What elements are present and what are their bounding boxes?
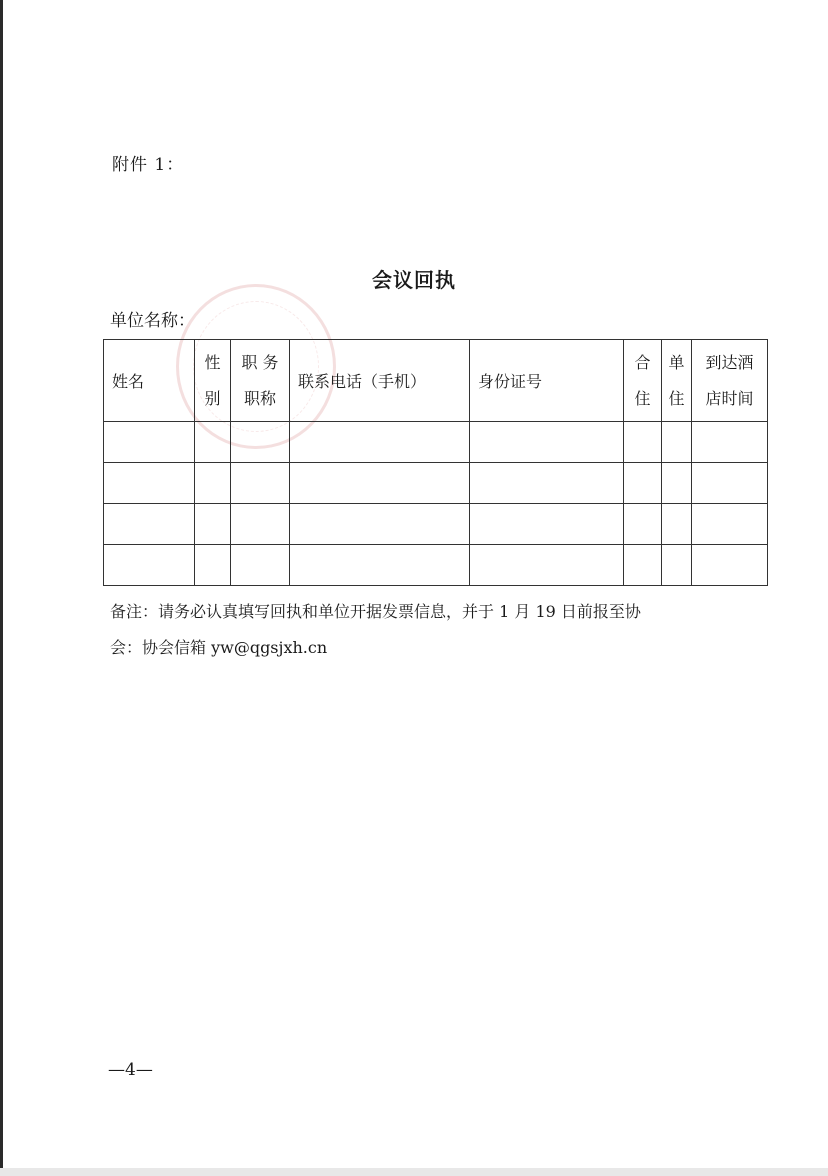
table-cell[interactable] xyxy=(470,422,624,463)
table-cell[interactable] xyxy=(692,463,768,504)
table-cell[interactable] xyxy=(195,463,231,504)
table-header-row xyxy=(104,340,768,422)
table-row xyxy=(104,504,768,545)
table-cell[interactable] xyxy=(195,422,231,463)
header-position xyxy=(231,340,290,422)
table-row xyxy=(104,545,768,586)
table-cell[interactable] xyxy=(290,422,470,463)
note-line-2: 会：协会信箱 yw@qgsjxh.cn xyxy=(110,638,328,657)
table-cell[interactable] xyxy=(231,504,290,545)
page-title: 会议回执 xyxy=(372,268,456,292)
header-gender-line1: 性 xyxy=(204,352,221,372)
unit-name-label: 单位名称： xyxy=(110,311,195,331)
table-cell[interactable] xyxy=(662,422,692,463)
header-id-number: 身份证号 xyxy=(470,340,624,422)
attachment-label: 附件 1： xyxy=(112,155,185,175)
table-cell[interactable] xyxy=(231,422,290,463)
table-cell[interactable] xyxy=(624,504,662,545)
table-cell[interactable] xyxy=(470,545,624,586)
header-single-room-line2: 住 xyxy=(668,388,685,408)
header-position-line2: 职称 xyxy=(243,388,276,408)
table-cell[interactable] xyxy=(470,504,624,545)
table-cell[interactable] xyxy=(470,463,624,504)
table-row xyxy=(104,422,768,463)
table-cell[interactable] xyxy=(662,504,692,545)
note-line-1: 备注：请务必认真填写回执和单位开据发票信息，并于 1 月 19 日前报至协 xyxy=(110,602,641,621)
header-arrival-time xyxy=(692,340,768,422)
table-cell[interactable] xyxy=(290,463,470,504)
table-cell[interactable] xyxy=(624,463,662,504)
table-cell[interactable] xyxy=(104,422,195,463)
receipt-table xyxy=(103,339,768,586)
header-single-room-line1: 单 xyxy=(668,352,685,372)
header-shared-room xyxy=(624,340,662,422)
page-bottom-edge xyxy=(0,1168,828,1176)
table-cell[interactable] xyxy=(624,545,662,586)
table-cell[interactable] xyxy=(662,545,692,586)
table-cell[interactable] xyxy=(231,545,290,586)
table-cell[interactable] xyxy=(692,422,768,463)
note-text xyxy=(110,594,750,666)
table-cell[interactable] xyxy=(692,504,768,545)
table-cell[interactable] xyxy=(662,463,692,504)
header-gender-line2: 别 xyxy=(204,388,221,408)
header-name: 姓名 xyxy=(104,340,195,422)
header-shared-room-line2: 住 xyxy=(634,388,651,408)
table-cell[interactable] xyxy=(104,504,195,545)
header-gender xyxy=(195,340,231,422)
table-cell[interactable] xyxy=(104,545,195,586)
table-cell[interactable] xyxy=(624,422,662,463)
header-arrival-line1: 到达酒 xyxy=(705,352,754,372)
table-cell[interactable] xyxy=(231,463,290,504)
page-edge xyxy=(0,0,3,1176)
table-cell[interactable] xyxy=(692,545,768,586)
table-cell[interactable] xyxy=(290,545,470,586)
table-cell[interactable] xyxy=(104,463,195,504)
table-cell[interactable] xyxy=(195,545,231,586)
header-single-room xyxy=(662,340,692,422)
table-cell[interactable] xyxy=(195,504,231,545)
header-arrival-line2: 店时间 xyxy=(705,388,754,408)
header-shared-room-line1: 合 xyxy=(634,352,651,372)
page-number: —4— xyxy=(108,1060,153,1080)
table-row xyxy=(104,463,768,504)
header-position-line1: 职 务 xyxy=(241,352,279,372)
header-phone: 联系电话（手机） xyxy=(290,340,470,422)
table-cell[interactable] xyxy=(290,504,470,545)
